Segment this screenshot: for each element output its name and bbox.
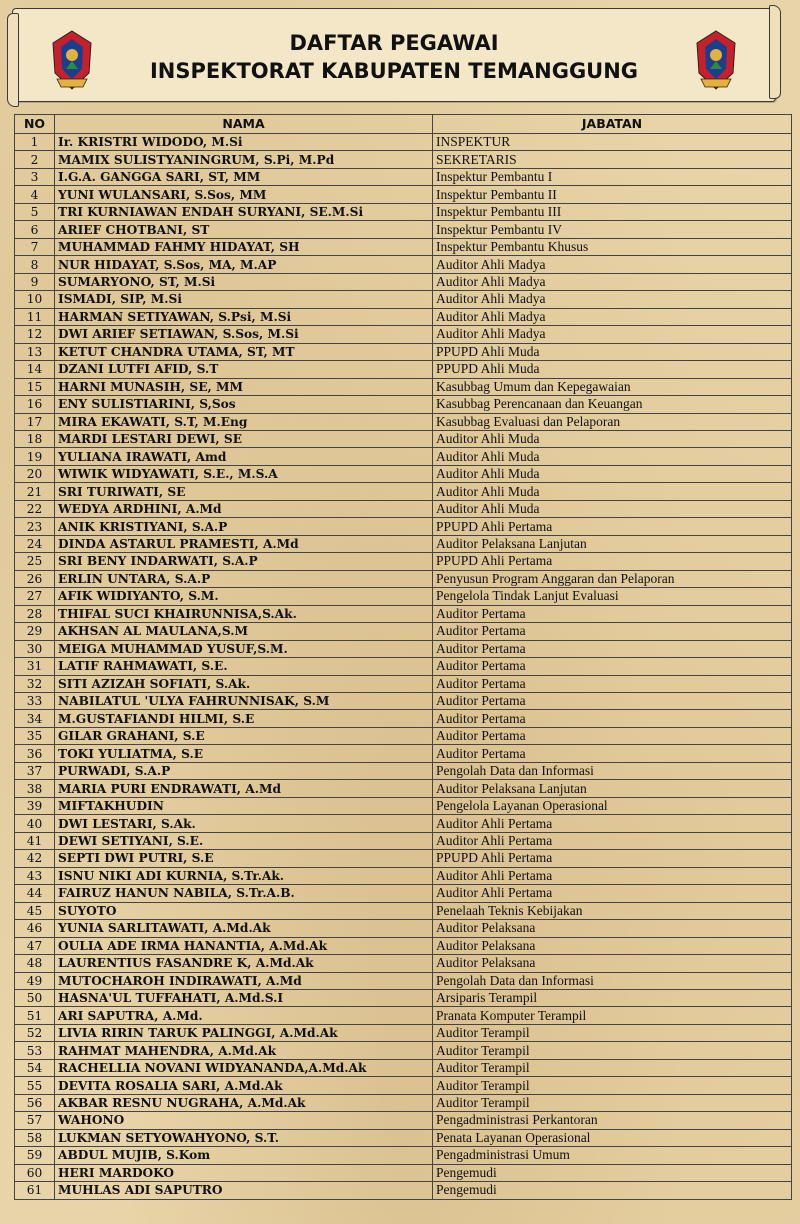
- employee-name: RACHELLIA NOVANI WIDYANANDA,A.Md.Ak: [55, 1059, 433, 1076]
- employee-name: ABDUL MUJIB, S.Kom: [55, 1147, 433, 1164]
- employee-position: Auditor Terampil: [433, 1024, 792, 1041]
- row-number: 23: [15, 518, 55, 535]
- table-row: [15, 500, 792, 517]
- employee-position: Auditor Ahli Muda: [433, 448, 792, 465]
- table-row: [15, 203, 792, 220]
- employee-name: HASNA'UL TUFFAHATI, A.Md.S.I: [55, 989, 433, 1006]
- employee-name: AFIK WIDIYANTO, S.M.: [55, 588, 433, 605]
- employee-name: SUYOTO: [55, 902, 433, 919]
- employee-position: Auditor Terampil: [433, 1094, 792, 1111]
- employee-position: Auditor Ahli Muda: [433, 465, 792, 482]
- row-number: 27: [15, 588, 55, 605]
- column-header-jabatan: JABATAN: [433, 115, 792, 134]
- table-row: [15, 675, 792, 692]
- table-row: [15, 396, 792, 413]
- row-number: 17: [15, 413, 55, 430]
- employee-name: ERLIN UNTARA, S.A.P: [55, 570, 433, 587]
- table-row: [15, 972, 792, 989]
- page-subtitle: INSPEKTORAT KABUPATEN TEMANGGUNG: [149, 59, 639, 83]
- employee-position: Inspektur Pembantu II: [433, 186, 792, 203]
- employee-name: MARIA PURI ENDRAWATI, A.Md: [55, 780, 433, 797]
- table-row: [15, 780, 792, 797]
- employee-position: Auditor Pelaksana Lanjutan: [433, 780, 792, 797]
- table-row: [15, 238, 792, 255]
- row-number: 8: [15, 256, 55, 273]
- table-row: [15, 570, 792, 587]
- employee-name: MAMIX SULISTYANINGRUM, S.Pi, M.Pd: [55, 151, 433, 168]
- row-number: 55: [15, 1077, 55, 1094]
- table-row: [15, 343, 792, 360]
- row-number: 15: [15, 378, 55, 395]
- table-row: [15, 1042, 792, 1059]
- employee-name: ENY SULISTIARINI, S,Sos: [55, 396, 433, 413]
- table-row: [15, 850, 792, 867]
- employee-name: ARI SAPUTRA, A.Md.: [55, 1007, 433, 1024]
- employee-name: WAHONO: [55, 1112, 433, 1129]
- table-row: [15, 1129, 792, 1146]
- row-number: 3: [15, 168, 55, 185]
- table-row: [15, 430, 792, 447]
- row-number: 37: [15, 762, 55, 779]
- employee-position: Penelaah Teknis Kebijakan: [433, 902, 792, 919]
- row-number: 14: [15, 361, 55, 378]
- employee-position: Auditor Pertama: [433, 658, 792, 675]
- employee-position: Auditor Terampil: [433, 1042, 792, 1059]
- employee-position: Inspektur Pembantu IV: [433, 221, 792, 238]
- employee-position: SEKRETARIS: [433, 151, 792, 168]
- employee-position: Auditor Pertama: [433, 675, 792, 692]
- row-number: 34: [15, 710, 55, 727]
- employee-position: Auditor Pelaksana Lanjutan: [433, 535, 792, 552]
- employee-position: Penata Layanan Operasional: [433, 1129, 792, 1146]
- table-row: [15, 413, 792, 430]
- employee-position: Pengemudi: [433, 1164, 792, 1181]
- employee-name: NABILATUL 'ULYA FAHRUNNISAK, S.M: [55, 693, 433, 710]
- row-number: 31: [15, 658, 55, 675]
- row-number: 44: [15, 885, 55, 902]
- employee-name: RAHMAT MAHENDRA, A.Md.Ak: [55, 1042, 433, 1059]
- table-row: [15, 1182, 792, 1199]
- table-row: [15, 885, 792, 902]
- employee-name: DZANI LUTFI AFID, S.T: [55, 361, 433, 378]
- employee-name: I.G.A. GANGGA SARI, ST, MM: [55, 168, 433, 185]
- table-row: [15, 1094, 792, 1111]
- table-row: [15, 588, 792, 605]
- row-number: 61: [15, 1182, 55, 1199]
- employee-position: Auditor Pertama: [433, 727, 792, 744]
- employee-position: Auditor Pertama: [433, 710, 792, 727]
- table-row: [15, 1112, 792, 1129]
- row-number: 35: [15, 727, 55, 744]
- row-number: 18: [15, 430, 55, 447]
- row-number: 58: [15, 1129, 55, 1146]
- table-row: [15, 151, 792, 168]
- employee-name: MEIGA MUHAMMAD YUSUF,S.M.: [55, 640, 433, 657]
- row-number: 43: [15, 867, 55, 884]
- employee-name: ARIEF CHOTBANI, ST: [55, 221, 433, 238]
- table-row: [15, 745, 792, 762]
- employee-name: HARNI MUNASIH, SE, MM: [55, 378, 433, 395]
- employee-position: Pengolah Data dan Informasi: [433, 972, 792, 989]
- row-number: 16: [15, 396, 55, 413]
- row-number: 4: [15, 186, 55, 203]
- employee-name: PURWADI, S.A.P: [55, 762, 433, 779]
- table-row: [15, 1077, 792, 1094]
- row-number: 38: [15, 780, 55, 797]
- employee-position: PPUPD Ahli Pertama: [433, 518, 792, 535]
- employee-name: SRI BENY INDARWATI, S.A.P: [55, 553, 433, 570]
- employee-position: Penyusun Program Anggaran dan Pelaporan: [433, 570, 792, 587]
- row-number: 59: [15, 1147, 55, 1164]
- title-banner: [12, 8, 776, 102]
- table-row: [15, 256, 792, 273]
- employee-position: Auditor Pelaksana: [433, 937, 792, 954]
- table-row: [15, 920, 792, 937]
- employee-position: Auditor Ahli Muda: [433, 430, 792, 447]
- table-row: [15, 640, 792, 657]
- row-number: 24: [15, 535, 55, 552]
- employee-name: YUNI WULANSARI, S.Sos, MM: [55, 186, 433, 203]
- table-row: [15, 902, 792, 919]
- row-number: 47: [15, 937, 55, 954]
- row-number: 51: [15, 1007, 55, 1024]
- table-row: [15, 727, 792, 744]
- employee-name: ISMADI, SIP, M.Si: [55, 291, 433, 308]
- table-row: [15, 308, 792, 325]
- employee-name: DWI LESTARI, S.Ak.: [55, 815, 433, 832]
- row-number: 45: [15, 902, 55, 919]
- employee-name: MUHAMMAD FAHMY HIDAYAT, SH: [55, 238, 433, 255]
- table-row: [15, 762, 792, 779]
- row-number: 22: [15, 500, 55, 517]
- employee-position: Auditor Ahli Madya: [433, 256, 792, 273]
- employee-position: Pengelola Tindak Lanjut Evaluasi: [433, 588, 792, 605]
- employee-name: YULIANA IRAWATI, Amd: [55, 448, 433, 465]
- row-number: 12: [15, 326, 55, 343]
- employee-position: Auditor Ahli Muda: [433, 483, 792, 500]
- employee-name: HARMAN SETIYAWAN, S.Psi, M.Si: [55, 308, 433, 325]
- table-row: [15, 448, 792, 465]
- table-row: [15, 186, 792, 203]
- table-row: [15, 658, 792, 675]
- employee-position: Pengemudi: [433, 1182, 792, 1199]
- employee-position: Kasubbag Perencanaan dan Keuangan: [433, 396, 792, 413]
- table-row: [15, 291, 792, 308]
- row-number: 21: [15, 483, 55, 500]
- employee-position: Kasubbag Evaluasi dan Pelaporan: [433, 413, 792, 430]
- employee-name: YUNIA SARLITAWATI, A.Md.Ak: [55, 920, 433, 937]
- employee-name: ANIK KRISTIYANI, S.A.P: [55, 518, 433, 535]
- employee-name: LAURENTIUS FASANDRE K, A.Md.Ak: [55, 955, 433, 972]
- table-row: [15, 955, 792, 972]
- row-number: 36: [15, 745, 55, 762]
- row-number: 41: [15, 832, 55, 849]
- employee-position: Pengolah Data dan Informasi: [433, 762, 792, 779]
- employee-name: OULIA ADE IRMA HANANTIA, A.Md.Ak: [55, 937, 433, 954]
- employee-table: [14, 114, 792, 1200]
- table-row: [15, 553, 792, 570]
- employee-position: Kasubbag Umum dan Kepegawaian: [433, 378, 792, 395]
- table-row: [15, 1059, 792, 1076]
- employee-position: Auditor Pelaksana: [433, 955, 792, 972]
- page-title: DAFTAR PEGAWAI: [289, 31, 499, 55]
- employee-position: Pengadministrasi Perkantoran: [433, 1112, 792, 1129]
- table-body: [15, 134, 792, 1200]
- table-row: [15, 221, 792, 238]
- table-row: [15, 465, 792, 482]
- table-row: [15, 797, 792, 814]
- employee-position: Auditor Ahli Muda: [433, 500, 792, 517]
- employee-name: MIFTAKHUDIN: [55, 797, 433, 814]
- employee-name: TRI KURNIAWAN ENDAH SURYANI, SE.M.Si: [55, 203, 433, 220]
- employee-position: Auditor Ahli Madya: [433, 308, 792, 325]
- employee-name: SITI AZIZAH SOFIATI, S.Ak.: [55, 675, 433, 692]
- row-number: 57: [15, 1112, 55, 1129]
- employee-position: INSPEKTUR: [433, 134, 792, 151]
- table-row: [15, 1024, 792, 1041]
- row-number: 54: [15, 1059, 55, 1076]
- employee-name: HERI MARDOKO: [55, 1164, 433, 1181]
- employee-position: Auditor Ahli Pertama: [433, 867, 792, 884]
- table-header-row: [15, 115, 792, 134]
- employee-position: Auditor Ahli Madya: [433, 291, 792, 308]
- employee-position: PPUPD Ahli Muda: [433, 361, 792, 378]
- row-number: 28: [15, 605, 55, 622]
- table-row: [15, 693, 792, 710]
- table-row: [15, 273, 792, 290]
- row-number: 60: [15, 1164, 55, 1181]
- employee-name: MIRA EKAWATI, S.T, M.Eng: [55, 413, 433, 430]
- employee-name: M.GUSTAFIANDI HILMI, S.E: [55, 710, 433, 727]
- row-number: 11: [15, 308, 55, 325]
- employee-position: Auditor Ahli Pertama: [433, 885, 792, 902]
- employee-name: KETUT CHANDRA UTAMA, ST, MT: [55, 343, 433, 360]
- employee-position: Auditor Pertama: [433, 605, 792, 622]
- row-number: 56: [15, 1094, 55, 1111]
- employee-name: SUMARYONO, ST, M.Si: [55, 273, 433, 290]
- table-row: [15, 326, 792, 343]
- employee-name: GILAR GRAHANI, S.E: [55, 727, 433, 744]
- employee-position: PPUPD Ahli Pertama: [433, 553, 792, 570]
- table-row: [15, 989, 792, 1006]
- employee-name: ISNU NIKI ADI KURNIA, S.Tr.Ak.: [55, 867, 433, 884]
- employee-name: DEVITA ROSALIA SARI, A.Md.Ak: [55, 1077, 433, 1094]
- row-number: 42: [15, 850, 55, 867]
- row-number: 1: [15, 134, 55, 151]
- employee-position: Auditor Terampil: [433, 1059, 792, 1076]
- employee-name: LUKMAN SETYOWAHYONO, S.T.: [55, 1129, 433, 1146]
- employee-position: Auditor Ahli Madya: [433, 273, 792, 290]
- employee-name: THIFAL SUCI KHAIRUNNISA,S.Ak.: [55, 605, 433, 622]
- employee-name: DINDA ASTARUL PRAMESTI, A.Md: [55, 535, 433, 552]
- row-number: 6: [15, 221, 55, 238]
- table-row: [15, 535, 792, 552]
- employee-name: AKHSAN AL MAULANA,S.M: [55, 623, 433, 640]
- employee-position: Pengelola Layanan Operasional: [433, 797, 792, 814]
- employee-position: Auditor Ahli Pertama: [433, 815, 792, 832]
- table-row: [15, 710, 792, 727]
- row-number: 53: [15, 1042, 55, 1059]
- employee-name: SRI TURIWATI, SE: [55, 483, 433, 500]
- employee-name: WIWIK WIDYAWATI, S.E., M.S.A: [55, 465, 433, 482]
- row-number: 30: [15, 640, 55, 657]
- table-row: [15, 1164, 792, 1181]
- table-row: [15, 134, 792, 151]
- table-row: [15, 1007, 792, 1024]
- employee-position: Inspektur Pembantu I: [433, 168, 792, 185]
- row-number: 7: [15, 238, 55, 255]
- row-number: 52: [15, 1024, 55, 1041]
- employee-name: MARDI LESTARI DEWI, SE: [55, 430, 433, 447]
- employee-position: Auditor Pelaksana: [433, 920, 792, 937]
- table-row: [15, 937, 792, 954]
- employee-position: Auditor Pertama: [433, 745, 792, 762]
- row-number: 25: [15, 553, 55, 570]
- employee-name: AKBAR RESNU NUGRAHA, A.Md.Ak: [55, 1094, 433, 1111]
- row-number: 2: [15, 151, 55, 168]
- row-number: 26: [15, 570, 55, 587]
- row-number: 20: [15, 465, 55, 482]
- table-row: [15, 623, 792, 640]
- row-number: 19: [15, 448, 55, 465]
- employee-name: SEPTI DWI PUTRI, S.E: [55, 850, 433, 867]
- employee-position: Auditor Ahli Pertama: [433, 832, 792, 849]
- employee-position: Arsiparis Terampil: [433, 989, 792, 1006]
- row-number: 50: [15, 989, 55, 1006]
- row-number: 48: [15, 955, 55, 972]
- employee-position: Auditor Ahli Madya: [433, 326, 792, 343]
- employee-position: PPUPD Ahli Pertama: [433, 850, 792, 867]
- row-number: 40: [15, 815, 55, 832]
- table-row: [15, 605, 792, 622]
- table-row: [15, 483, 792, 500]
- row-number: 9: [15, 273, 55, 290]
- employee-position: Auditor Pertama: [433, 693, 792, 710]
- table-row: [15, 361, 792, 378]
- row-number: 32: [15, 675, 55, 692]
- column-header-nama: NAMA: [55, 115, 433, 134]
- table-row: [15, 867, 792, 884]
- row-number: 46: [15, 920, 55, 937]
- table-row: [15, 518, 792, 535]
- row-number: 39: [15, 797, 55, 814]
- row-number: 49: [15, 972, 55, 989]
- employee-name: MUTOCHAROH INDIRAWATI, A.Md: [55, 972, 433, 989]
- employee-position: Pranata Komputer Terampil: [433, 1007, 792, 1024]
- employee-position: Auditor Pertama: [433, 623, 792, 640]
- table-row: [15, 815, 792, 832]
- row-number: 13: [15, 343, 55, 360]
- table-row: [15, 378, 792, 395]
- employee-name: DWI ARIEF SETIAWAN, S.Sos, M.Si: [55, 326, 433, 343]
- employee-name: LATIF RAHMAWATI, S.E.: [55, 658, 433, 675]
- employee-name: WEDYA ARDHINI, A.Md: [55, 500, 433, 517]
- column-header-no: NO: [15, 115, 55, 134]
- table-row: [15, 168, 792, 185]
- employee-name: LIVIA RIRIN TARUK PALINGGI, A.Md.Ak: [55, 1024, 433, 1041]
- row-number: 29: [15, 623, 55, 640]
- employee-name: NUR HIDAYAT, S.Sos, MA, M.AP: [55, 256, 433, 273]
- employee-position: Pengadministrasi Umum: [433, 1147, 792, 1164]
- employee-name: MUHLAS ADI SAPUTRO: [55, 1182, 433, 1199]
- row-number: 5: [15, 203, 55, 220]
- row-number: 10: [15, 291, 55, 308]
- employee-name: FAIRUZ HANUN NABILA, S.Tr.A.B.: [55, 885, 433, 902]
- employee-name: TOKI YULIATMA, S.E: [55, 745, 433, 762]
- employee-position: Inspektur Pembantu III: [433, 203, 792, 220]
- employee-name: DEWI SETIYANI, S.E.: [55, 832, 433, 849]
- employee-position: Inspektur Pembantu Khusus: [433, 238, 792, 255]
- table-row: [15, 832, 792, 849]
- employee-position: PPUPD Ahli Muda: [433, 343, 792, 360]
- employee-position: Auditor Pertama: [433, 640, 792, 657]
- row-number: 33: [15, 693, 55, 710]
- employee-name: Ir. KRISTRI WIDODO, M.Si: [55, 134, 433, 151]
- employee-position: Auditor Terampil: [433, 1077, 792, 1094]
- table-row: [15, 1147, 792, 1164]
